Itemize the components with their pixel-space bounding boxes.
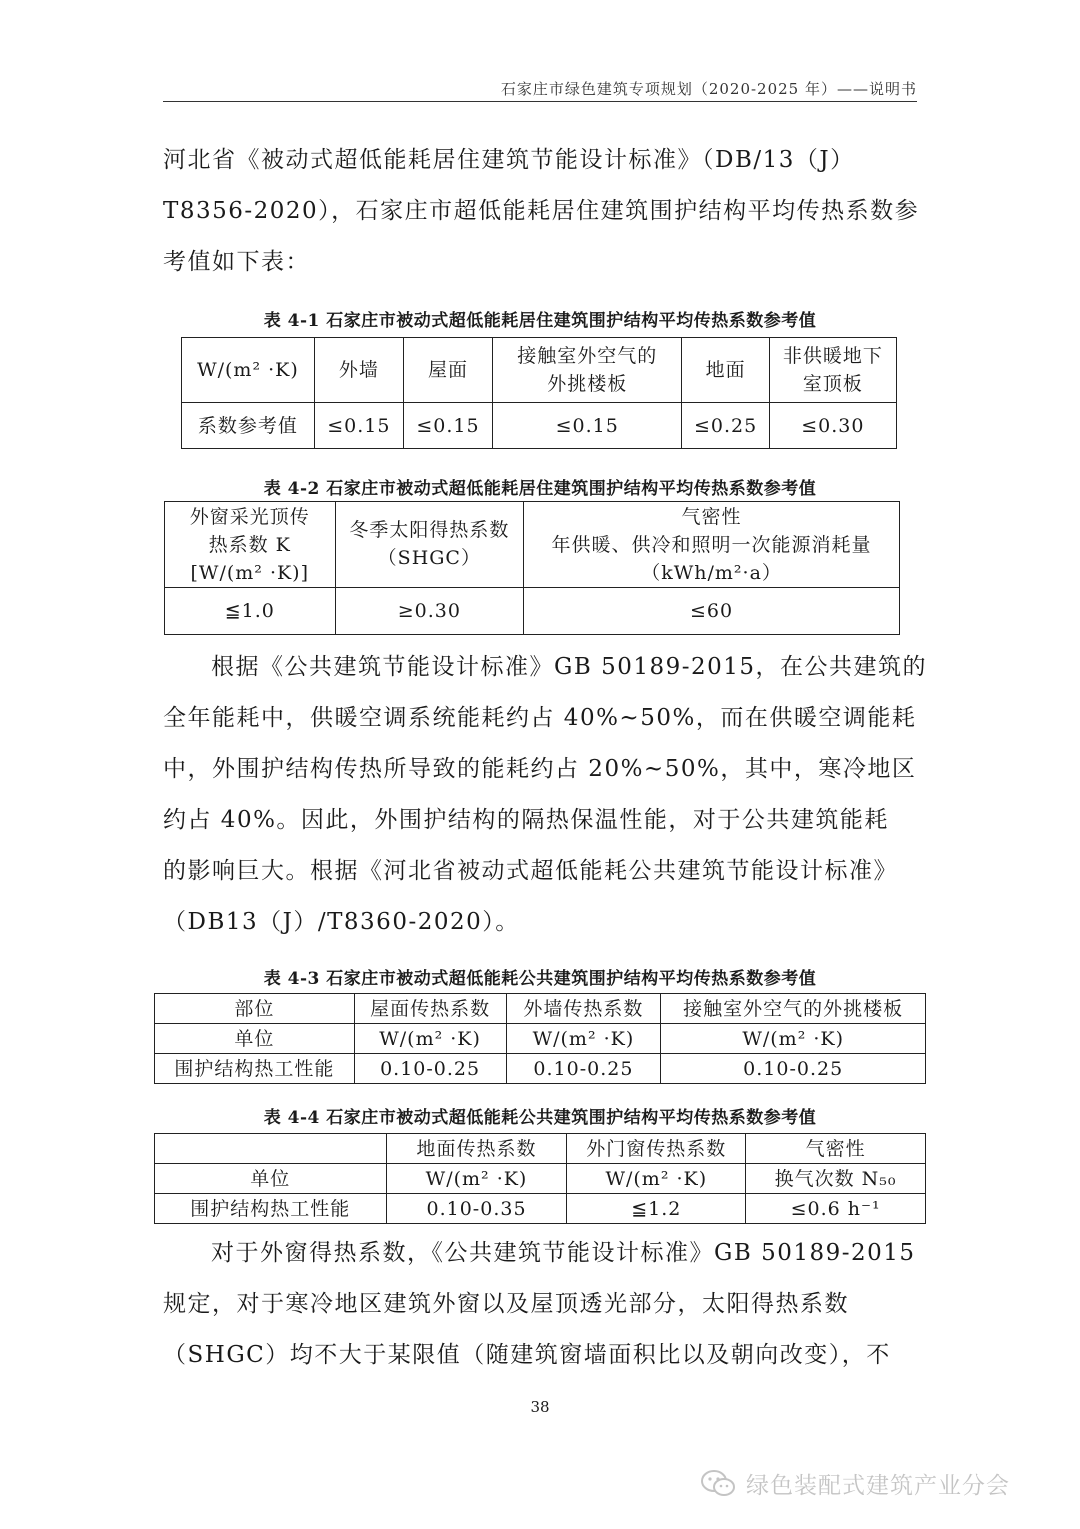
table-1-caption: 表 4-1 石家庄市被动式超低能耗居住建筑围护结构平均传热系数参考值 (263, 311, 817, 331)
table-2-caption: 表 4-2 石家庄市被动式超低能耗居住建筑围护结构平均传热系数参考值 (263, 479, 817, 499)
table-cell: 围护结构热工性能 (155, 1054, 355, 1084)
table-cell-line: 外窗采光顶传 (189, 505, 310, 528)
table-cell: 非供暖地下室顶板 (769, 338, 896, 403)
watermark-text: 绿色装配式建筑产业分会 (746, 1473, 1010, 1499)
table-cell: 外墙 (314, 338, 403, 403)
table-cell (165, 502, 336, 588)
table-cell: 单位 (155, 1024, 355, 1054)
table-cell: ≦1.2 (567, 1194, 746, 1224)
table-4-caption: 表 4-4 石家庄市被动式超低能耗公共建筑围护结构平均传热系数参考值 (263, 1108, 817, 1128)
table-cell-line: 年供暖、供冷和照明一次能源消耗量 (551, 533, 872, 556)
table-cell: 地面传热系数 (386, 1134, 567, 1164)
table-cell: ≤0.25 (682, 403, 769, 449)
paragraph-2-line: 约占 40%。因此，外围护结构的隔热保温性能，对于公共建筑能耗 (163, 807, 889, 833)
paragraph-1-line: T8356-2020），石家庄市超低能耗居住建筑围护结构平均传热系数参 (163, 198, 920, 224)
table-row (155, 1134, 926, 1164)
table-cell: W/(m² ·K) (182, 338, 315, 403)
table-cell: 0.10-0.25 (354, 1054, 506, 1084)
table-cell: 地面 (682, 338, 769, 403)
wechat-icon (700, 1469, 736, 1499)
table-3 (154, 993, 926, 1084)
table-row (165, 502, 900, 588)
table-3-caption: 表 4-3 石家庄市被动式超低能耗公共建筑围护结构平均传热系数参考值 (263, 969, 817, 989)
table-cell: 接触室外空气的外挑楼板 (661, 994, 926, 1024)
table-cell: 0.10-0.35 (386, 1194, 567, 1224)
table-cell: W/(m² ·K) (354, 1024, 506, 1054)
table-cell: 气密性 (746, 1134, 926, 1164)
table-1 (181, 337, 897, 449)
table-2 (164, 501, 900, 635)
table-cell: 0.10-0.25 (661, 1054, 926, 1084)
table-cell-line: （SHGC） (377, 547, 481, 569)
paragraph-2-line: 根据《公共建筑节能设计标准》GB 50189-2015，在公共建筑的 (211, 654, 928, 680)
table-cell: ≥0.30 (335, 588, 524, 635)
paragraph-2-line: 的影响巨大。根据《河北省被动式超低能耗公共建筑节能设计标准》 (163, 858, 898, 884)
paragraph-1-line: 考值如下表： (163, 249, 310, 275)
paragraph-2 (163, 642, 928, 948)
paragraph-3-line: 规定，对于寒冷地区建筑外窗以及屋顶透光部分，太阳得热系数 (163, 1291, 849, 1317)
table-cell: 接触室外空气的外挑楼板 (493, 338, 682, 403)
header-rule (163, 101, 917, 102)
table-cell: W/(m² ·K) (661, 1024, 926, 1054)
table-cell: ≦1.0 (165, 588, 336, 635)
table-cell: W/(m² ·K) (567, 1164, 746, 1194)
table-cell (524, 502, 900, 588)
paragraph-2-line: （DB13（J）/T8360-2020）。 (163, 909, 520, 935)
table-row (155, 1194, 926, 1224)
table-cell: 换气次数 N₅₀ (746, 1164, 926, 1194)
table-row (155, 1164, 926, 1194)
table-cell-line: （kWh/m²·a） (641, 561, 782, 584)
table-cell-line: [W/(m² ·K)] (190, 561, 310, 584)
paragraph-3 (163, 1228, 917, 1381)
table-cell (155, 1134, 387, 1164)
table-cell: ≤0.30 (769, 403, 896, 449)
paragraph-2-line: 中，外围护结构传热所导致的能耗约占 20%~50%，其中，寒冷地区 (163, 756, 917, 782)
paragraph-1-line: 河北省《被动式超低能耗居住建筑节能设计标准》（DB/13（J） (163, 147, 855, 173)
table-cell: ≤60 (524, 588, 900, 635)
table-cell: 屋面传热系数 (354, 994, 506, 1024)
table-cell: ≤0.15 (314, 403, 403, 449)
table-cell: 屋面 (403, 338, 492, 403)
table-cell: 系数参考值 (182, 403, 315, 449)
table-cell: ≤0.15 (403, 403, 492, 449)
table-row (155, 994, 926, 1024)
table-row (165, 588, 900, 635)
table-row (182, 338, 897, 403)
table-cell: 0.10-0.25 (506, 1054, 661, 1084)
table-row (155, 1024, 926, 1054)
table-cell: ≤0.6 h⁻¹ (746, 1194, 926, 1224)
table-cell (335, 502, 524, 588)
table-cell-line: 冬季太阳得热系数 (349, 519, 510, 541)
paragraph-1 (163, 135, 920, 288)
watermark (700, 1467, 1010, 1500)
table-cell: ≤0.15 (493, 403, 682, 449)
table-cell: W/(m² ·K) (386, 1164, 567, 1194)
table-cell: 围护结构热工性能 (155, 1194, 387, 1224)
page-number: 38 (530, 1398, 550, 1416)
table-row (182, 403, 897, 449)
table-cell: 外墙传热系数 (506, 994, 661, 1024)
table-4 (154, 1133, 926, 1224)
table-cell: 外门窗传热系数 (567, 1134, 746, 1164)
table-cell: 单位 (155, 1164, 387, 1194)
paragraph-2-line: 全年能耗中，供暖空调系统能耗约占 40%~50%，而在供暖空调能耗 (163, 705, 917, 731)
paragraph-3-line: 对于外窗得热系数，《公共建筑节能设计标准》GB 50189-2015 (211, 1240, 916, 1266)
running-header: 石家庄市绿色建筑专项规划（2020-2025 年）——说明书 (500, 80, 917, 98)
table-cell: 部位 (155, 994, 355, 1024)
table-row (155, 1054, 926, 1084)
table-cell-line: 热系数 K (208, 533, 291, 556)
table-cell: W/(m² ·K) (506, 1024, 661, 1054)
table-cell-line: 气密性 (681, 505, 742, 528)
paragraph-3-line: （SHGC）均不大于某限值（随建筑窗墙面积比以及朝向改变），不 (163, 1342, 891, 1368)
